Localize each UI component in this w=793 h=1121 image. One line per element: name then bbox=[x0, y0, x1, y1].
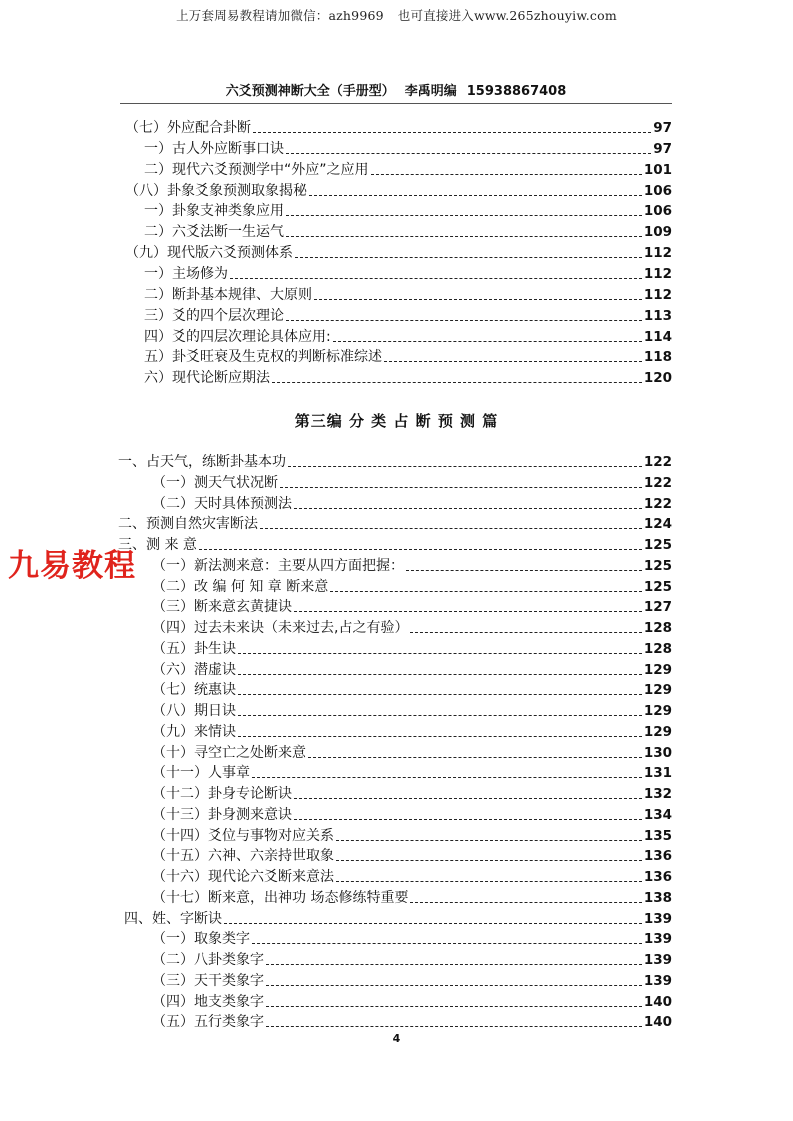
toc-entry[interactable] bbox=[118, 452, 672, 472]
toc-entry-label: （二）改 编 何 知 章 断来意 bbox=[152, 578, 329, 595]
toc-leader-line bbox=[384, 361, 642, 362]
toc-entry-page: 128 bbox=[643, 620, 672, 636]
toc-entry-label: 一）古人外应断事口诀 bbox=[144, 140, 284, 157]
toc-entry-page: 139 bbox=[643, 910, 672, 927]
toc-entry-page: 124 bbox=[643, 516, 672, 533]
toc-entry[interactable] bbox=[152, 784, 672, 804]
toc-entry-label: （一）测天气状况断 bbox=[152, 474, 278, 491]
toc-entry-page: 97 bbox=[653, 120, 672, 136]
toc-entry[interactable] bbox=[118, 514, 672, 534]
toc-entry-page: 127 bbox=[643, 599, 672, 616]
toc-entry-page: 118 bbox=[643, 349, 672, 366]
toc-entry-page: 112 bbox=[643, 286, 672, 303]
toc-entry-page: 113 bbox=[643, 307, 672, 324]
book-author: 李禹明编 bbox=[404, 84, 457, 99]
toc-entry[interactable] bbox=[152, 701, 672, 721]
toc-entry-label: （四）过去未来诀（未来过去,占之有验） bbox=[152, 620, 409, 636]
top-banner bbox=[0, 6, 793, 24]
toc-leader-line bbox=[314, 299, 642, 300]
toc-entry-label: （五）卦生诀 bbox=[152, 640, 236, 657]
toc-entry[interactable] bbox=[118, 535, 672, 555]
toc-entry-label: （九）现代版六爻预测体系 bbox=[125, 245, 293, 262]
book-title: 六爻预测神断大全（手册型） bbox=[225, 84, 395, 99]
toc-leader-line bbox=[309, 195, 642, 196]
toc-leader-line bbox=[333, 341, 642, 342]
toc-entry-page: 125 bbox=[643, 557, 672, 574]
toc-leader-line bbox=[252, 943, 642, 944]
toc-entry-label: 四）爻的四层次理论具体应用: bbox=[144, 328, 331, 345]
toc-entry[interactable] bbox=[152, 971, 672, 991]
toc-entry-page: 120 bbox=[643, 370, 672, 387]
toc-entry[interactable] bbox=[152, 660, 672, 680]
toc-entry[interactable] bbox=[144, 201, 672, 221]
toc-entry[interactable] bbox=[152, 763, 672, 783]
toc-leader-line bbox=[294, 611, 642, 612]
toc-entry-label: （二）八卦类象字 bbox=[152, 952, 264, 968]
toc-leader-line bbox=[294, 819, 642, 820]
toc-entry-label: （十五）六神、六亲持世取象 bbox=[152, 848, 334, 865]
toc-entry-page: 129 bbox=[643, 723, 672, 740]
toc-entry[interactable] bbox=[152, 639, 672, 659]
banner-wechat-text: 上万套周易教程请加微信：azh9969 bbox=[176, 8, 384, 23]
toc-entry[interactable] bbox=[152, 867, 672, 887]
toc-entry[interactable] bbox=[152, 888, 672, 908]
toc-leader-line bbox=[238, 694, 642, 695]
toc-entry-label: （一）取象类字 bbox=[152, 931, 250, 948]
toc-leader-line bbox=[266, 1026, 642, 1027]
toc-entry-page: 134 bbox=[643, 806, 672, 823]
page-number: 4 bbox=[392, 1032, 401, 1045]
toc-leader-line bbox=[288, 466, 642, 467]
toc-entry-label: （六）潜虚诀 bbox=[152, 661, 236, 678]
toc-entry-page: 135 bbox=[643, 827, 672, 844]
toc-entry-page: 125 bbox=[643, 537, 672, 553]
toc-entry[interactable] bbox=[125, 243, 672, 263]
toc-leader-line bbox=[230, 278, 642, 279]
toc-entry-page: 139 bbox=[643, 972, 672, 989]
toc-entry-page: 132 bbox=[643, 786, 672, 802]
toc-entry[interactable] bbox=[144, 347, 672, 367]
toc-entry-page: 136 bbox=[643, 869, 672, 885]
toc-entry[interactable] bbox=[144, 222, 672, 242]
toc-entry[interactable] bbox=[152, 950, 672, 970]
toc-entry-page: 129 bbox=[643, 703, 672, 719]
toc-entry-label: 一）卦象支神类象应用 bbox=[144, 203, 284, 220]
toc-entry-page: 122 bbox=[643, 454, 672, 470]
section-title: 第三编 分 类 占 断 预 测 篇 bbox=[294, 412, 499, 430]
toc-entry[interactable] bbox=[152, 929, 672, 949]
toc-entry[interactable] bbox=[144, 368, 672, 388]
toc-leader-line bbox=[371, 174, 642, 175]
toc-entry-label: （八）期日诀 bbox=[152, 703, 236, 719]
toc-entry-page: 125 bbox=[643, 578, 672, 595]
toc-entry-label: （十二）卦身专论断诀 bbox=[152, 786, 292, 802]
toc-entry[interactable] bbox=[124, 909, 672, 929]
toc-leader-line bbox=[266, 964, 642, 965]
toc-entry-label: 三、测 来 意 bbox=[118, 537, 197, 553]
toc-leader-line bbox=[336, 881, 642, 882]
toc-leader-line bbox=[336, 860, 642, 861]
toc-entry-page: 128 bbox=[643, 640, 672, 657]
toc-entry-label: （八）卦象爻象预测取象揭秘 bbox=[125, 182, 307, 199]
toc-entry-page: 136 bbox=[643, 848, 672, 865]
toc-entry-label: （十六）现代论六爻断来意法 bbox=[152, 869, 334, 885]
toc-entry-page: 139 bbox=[643, 931, 672, 948]
toc-entry-label: （七）统惠诀 bbox=[152, 682, 236, 699]
toc-entry-label: （一）新法测来意：主要从四方面把握： bbox=[152, 557, 404, 574]
toc-entry-label: 二）六爻法断一生运气 bbox=[144, 224, 284, 241]
toc-leader-line bbox=[238, 715, 642, 716]
toc-entry[interactable] bbox=[152, 992, 672, 1012]
toc-entry[interactable] bbox=[144, 285, 672, 305]
toc-entry-page: 112 bbox=[643, 245, 672, 262]
toc-leader-line bbox=[330, 591, 642, 592]
author-phone: 15938867408 bbox=[466, 84, 567, 99]
toc-entry-label: 二）现代六爻预测学中“外应”之应用 bbox=[144, 161, 369, 178]
toc-entry[interactable] bbox=[152, 473, 672, 493]
toc-entry-label: 五）卦爻旺衰及生克权的判断标准综述 bbox=[144, 349, 382, 366]
toc-leader-line bbox=[238, 653, 642, 654]
toc-entry[interactable] bbox=[144, 327, 672, 347]
toc-entry-label: （四）地支类象字 bbox=[152, 993, 264, 1010]
banner-website-text: 也可直接进入www.265zhouyiw.com bbox=[397, 8, 617, 23]
toc-entry[interactable] bbox=[152, 556, 672, 576]
toc-entry-page: 140 bbox=[643, 993, 672, 1010]
toc-entry[interactable] bbox=[152, 722, 672, 742]
toc-entry[interactable] bbox=[152, 597, 672, 617]
toc-leader-line bbox=[238, 736, 642, 737]
toc-entry[interactable] bbox=[152, 494, 672, 514]
toc-entry-label: （十一）人事章 bbox=[152, 765, 250, 782]
toc-entry-label: （七）外应配合卦断 bbox=[125, 120, 251, 136]
toc-entry-page: 106 bbox=[643, 182, 672, 199]
toc-entry-page: 122 bbox=[643, 495, 672, 512]
toc-entry-label: （三）天干类象字 bbox=[152, 972, 264, 989]
toc-entry-label: （三）断来意玄黄捷诀 bbox=[152, 599, 292, 616]
toc-entry[interactable] bbox=[144, 306, 672, 326]
toc-leader-line bbox=[252, 777, 642, 778]
page-header bbox=[120, 80, 672, 104]
toc-entry-page: 122 bbox=[643, 474, 672, 491]
watermark-logo: 九易教程 bbox=[8, 548, 136, 584]
toc-entry-label: 一、占天气，练断卦基本功 bbox=[118, 454, 286, 470]
toc-entry-page: 109 bbox=[643, 224, 672, 241]
toc-entry[interactable] bbox=[152, 577, 672, 597]
toc-leader-line bbox=[295, 257, 642, 258]
toc-entry[interactable] bbox=[152, 680, 672, 700]
toc-entry[interactable] bbox=[152, 846, 672, 866]
toc-entry-label: （二）天时具体预测法 bbox=[152, 495, 292, 512]
toc-entry-label: （五）五行类象字 bbox=[152, 1014, 264, 1031]
toc-entry[interactable] bbox=[144, 160, 672, 180]
toc-entry-label: 二）断卦基本规律、大原则 bbox=[144, 286, 312, 303]
toc-entry-page: 139 bbox=[643, 952, 672, 968]
toc-entry[interactable] bbox=[125, 118, 672, 138]
toc-leader-line bbox=[272, 382, 642, 383]
toc-entry-label: （十）寻空亡之处断来意 bbox=[152, 744, 306, 761]
toc-entry[interactable] bbox=[152, 618, 672, 638]
toc-entry-label: （十七）断来意，出神功 场态修练特重要 bbox=[152, 889, 409, 906]
toc-entry[interactable] bbox=[152, 805, 672, 825]
toc-entry-page: 97 bbox=[653, 140, 672, 157]
toc-entry-page: 129 bbox=[643, 661, 672, 678]
toc-entry-page: 131 bbox=[643, 765, 672, 782]
toc-entry-label: 三）爻的四个层次理论 bbox=[144, 307, 284, 324]
toc-entry-label: （十三）卦身测来意诀 bbox=[152, 806, 292, 823]
toc-leader-line bbox=[199, 549, 642, 550]
toc-entry-page: 129 bbox=[643, 682, 672, 699]
toc-entry-page: 112 bbox=[643, 265, 672, 282]
toc-leader-line bbox=[308, 757, 642, 758]
toc-entry-page: 101 bbox=[643, 161, 672, 178]
toc-leader-line bbox=[238, 674, 642, 675]
toc-entry-label: 六）现代论断应期法 bbox=[144, 370, 270, 387]
toc-entry-label: 二、预测自然灾害断法 bbox=[118, 516, 258, 533]
toc-entry-label: 一）主场修为 bbox=[144, 265, 228, 282]
toc-entry-label: 四、姓、字断诀 bbox=[124, 910, 222, 927]
toc-leader-line bbox=[406, 570, 642, 571]
toc-entry-page: 138 bbox=[643, 889, 672, 906]
toc-entry[interactable] bbox=[152, 826, 672, 846]
toc-leader-line bbox=[266, 985, 642, 986]
toc-leader-line bbox=[410, 632, 641, 633]
toc-leader-line bbox=[280, 487, 642, 488]
toc-leader-line bbox=[260, 528, 642, 529]
toc-leader-line bbox=[253, 132, 651, 133]
toc-leader-line bbox=[294, 798, 642, 799]
toc-entry-page: 130 bbox=[643, 744, 672, 761]
toc-entry-page: 114 bbox=[643, 328, 672, 345]
toc-entry[interactable] bbox=[152, 743, 672, 763]
toc-entry[interactable] bbox=[144, 264, 672, 284]
toc-entry[interactable] bbox=[152, 1012, 672, 1032]
toc-entry[interactable] bbox=[125, 181, 672, 201]
toc-leader-line bbox=[286, 236, 642, 237]
toc-leader-line bbox=[294, 508, 642, 509]
toc-entry-page: 140 bbox=[643, 1014, 672, 1031]
toc-leader-line bbox=[266, 1006, 642, 1007]
toc-entry-label: （九）来情诀 bbox=[152, 723, 236, 740]
toc-leader-line bbox=[286, 153, 651, 154]
toc-leader-line bbox=[224, 923, 642, 924]
toc-entry-label: （十四）爻位与事物对应关系 bbox=[152, 827, 334, 844]
toc-leader-line bbox=[336, 840, 642, 841]
toc-leader-line bbox=[286, 320, 642, 321]
toc-leader-line bbox=[286, 215, 642, 216]
toc-leader-line bbox=[410, 902, 641, 903]
toc-entry[interactable] bbox=[144, 139, 672, 159]
toc-entry-page: 106 bbox=[643, 203, 672, 220]
